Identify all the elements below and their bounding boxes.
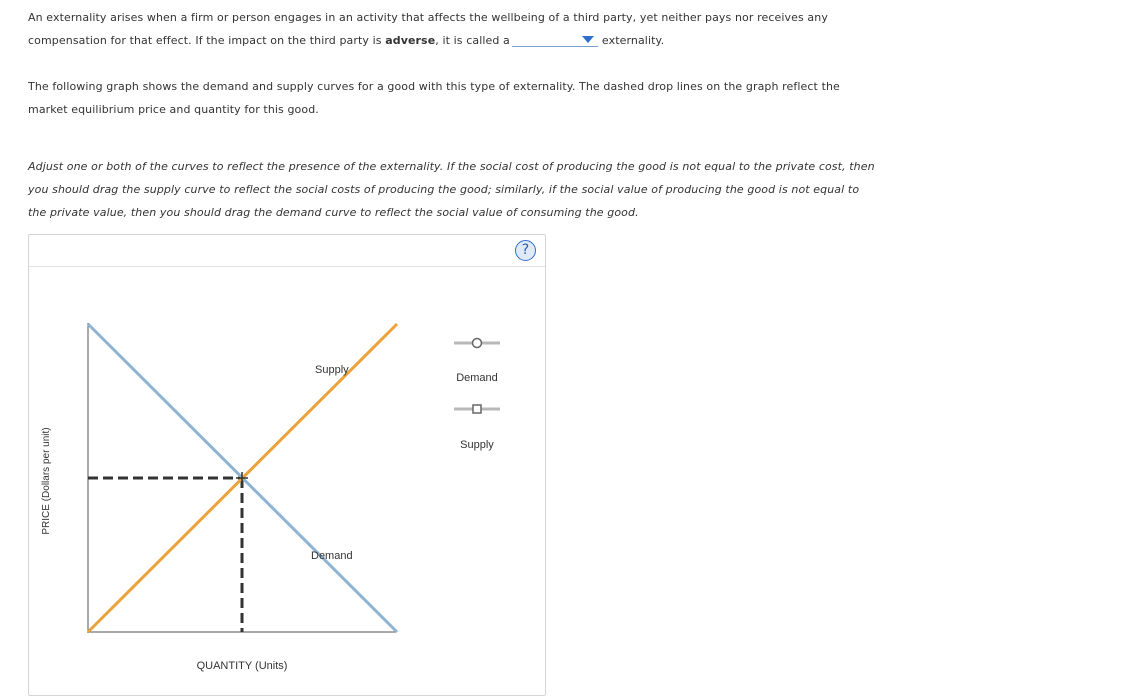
intro-line-1: An externality arises when a firm or person engages in an activity that affects the wellbeing of a third party, yet neither pays nor receives any bbox=[28, 11, 828, 24]
intro-line-2-start: compensation for that effect. If the impact on the third party is bbox=[28, 34, 386, 47]
legend-supply[interactable] bbox=[454, 405, 500, 451]
legend-supply-square-icon bbox=[473, 405, 481, 413]
question-mark-icon[interactable]: ? bbox=[515, 240, 536, 261]
intro-line-2-mid: , it is called a bbox=[435, 34, 510, 47]
legend-demand-circle-icon bbox=[473, 339, 482, 348]
demand-curve-label: Demand bbox=[311, 550, 353, 562]
supply-curve-label: Supply bbox=[315, 364, 349, 376]
instructions-line-1: Adjust one or both of the curves to reflect the presence of the externality. If the social cost of producing the good is not equal to the private cost, then bbox=[28, 160, 875, 173]
y-axis-label: PRICE (Dollars per unit) bbox=[41, 427, 52, 535]
caret-down-icon bbox=[582, 36, 594, 43]
instructions-line-3: the private value, then you should drag the demand curve to reflect the social value of consuming the good. bbox=[28, 206, 639, 219]
graph-note-line-1: The following graph shows the demand and supply curves for a good with this type of externality. The dashed drop lines on the graph reflect the bbox=[28, 80, 840, 93]
graph-note-paragraph bbox=[28, 75, 1088, 121]
instructions-paragraph bbox=[28, 155, 1108, 224]
graph-svg bbox=[29, 235, 545, 687]
intro-paragraph bbox=[28, 6, 1088, 52]
intro-line-2 bbox=[28, 29, 1088, 52]
externality-type-dropdown[interactable] bbox=[512, 32, 598, 47]
legend-demand[interactable] bbox=[454, 339, 500, 385]
instructions-line-2: you should drag the supply curve to reflect the social costs of producing the good; similarly, if the social value of producing the good is not equal to bbox=[28, 183, 860, 196]
legend-demand-label: Demand bbox=[456, 372, 498, 384]
legend-supply-label: Supply bbox=[460, 439, 494, 451]
intro-line-2-end: externality. bbox=[601, 34, 665, 47]
intro-bold-word: adverse bbox=[385, 34, 436, 47]
x-axis-label: QUANTITY (Units) bbox=[196, 660, 288, 672]
graph-note-line-2: market equilibrium price and quantity for this good. bbox=[28, 103, 319, 116]
graph-panel bbox=[28, 234, 546, 696]
